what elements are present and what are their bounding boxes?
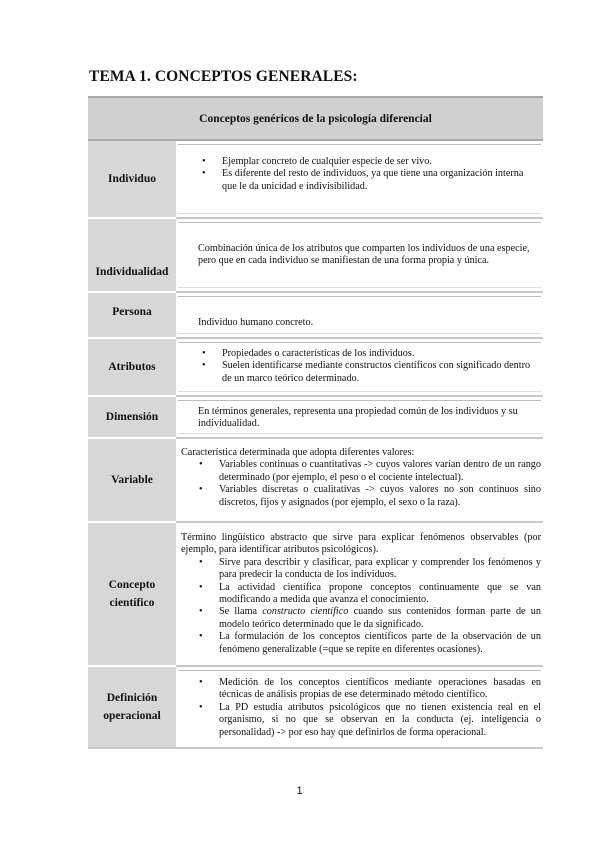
list-item: • Sirve para describir y clasificar, para explicar y comprender los fenómenos y para predecir la conducta de los individuos. — [181, 557, 541, 582]
row-label: Dimensión — [88, 397, 176, 439]
list-item: • Variables discretas o cualitativas -> cuyos valores no son continuos sino discretos, fijos y asignados (por ejemplo, el sexo o la raza). — [181, 484, 541, 509]
list-item: • Es diferente del resto de individuos, ya que tiene una organización interna que le da unicidad e indivisibilidad. — [184, 168, 539, 193]
table-row — [88, 397, 543, 439]
row-label-line: Concepto — [108, 579, 156, 591]
row-label: Individuo — [88, 141, 176, 219]
list-item-text: Se llama — [219, 606, 263, 618]
table-row — [88, 293, 543, 339]
list-item: • La PD estudia atributos psicológicos que no tienen existencia real en el organismo, si no que se observan en la conducta (ej. inteligencia o personalidad) -> por eso hay que definirlos de forma operacional. — [181, 702, 541, 739]
list-item: • La formulación de los conceptos científicos parte de la observación de un fenómeno generalizable (=que se repite en diferentes ocasiones). — [181, 631, 541, 656]
table-row — [88, 667, 543, 749]
row-content — [176, 667, 543, 749]
row-label — [88, 523, 176, 667]
list-item: • La actividad científica propone conceptos continuamente que se van modificando a medida que avanza el conocimiento. — [181, 582, 541, 607]
cell-text: En términos generales, representa una propiedad común de los individuos y su individualidad. — [198, 406, 518, 430]
list-item: • Ejemplar concreto de cualquier especie de ser vivo. — [184, 156, 539, 168]
table-row — [88, 141, 543, 219]
row-label-line: científico — [109, 597, 155, 609]
row-label-line: Definición — [106, 692, 158, 704]
row-content — [176, 439, 543, 523]
list-item: • Suelen identificarse mediante constructos científicos con significado dentro de un marco teórico determinado. — [184, 360, 539, 385]
cell-text: Individuo humano concreto. — [198, 317, 314, 328]
bullet-list — [181, 557, 541, 656]
row-content — [176, 293, 543, 339]
table-row — [88, 523, 543, 667]
bullet-list — [181, 677, 541, 739]
bullet-list — [184, 348, 539, 385]
row-label: Atributos — [88, 339, 176, 397]
table-header: Conceptos genéricos de la psicología diferencial — [88, 96, 543, 141]
row-label: Persona — [88, 293, 176, 339]
concepts-table — [88, 96, 543, 749]
table-row — [88, 219, 543, 293]
emphasis-term: constructo científico — [262, 606, 349, 618]
page-title: TEMA 1. CONCEPTOS GENERALES: — [89, 68, 358, 85]
bullet-list — [184, 156, 539, 193]
row-content — [176, 523, 543, 667]
cell-text: Combinación única de los atributos que comparten los individuos de una especie, pero que en cada individuo se manifiestan de una forma propia y única. — [198, 243, 530, 267]
row-label: Variable — [88, 439, 176, 523]
table-row — [88, 439, 543, 523]
list-item: • Medición de los conceptos científicos mediante operaciones basadas en técnicas de análisis propias de ese determinado método científico. — [181, 677, 541, 702]
row-label: Individualidad — [88, 219, 176, 293]
table-row — [88, 339, 543, 397]
row-content — [176, 397, 543, 439]
list-item — [181, 606, 541, 631]
list-item-text: cuando sus contenidos forman parte de un modelo teórico determinado que le da significado. — [219, 606, 541, 630]
row-label — [88, 667, 176, 749]
page-number: 1 — [296, 785, 303, 797]
row-content — [176, 219, 543, 293]
row-label-line: operacional — [103, 710, 161, 722]
list-item: • Variables continuas o cuantitativas -> cuyos valores varían dentro de un rango determinado (por ejemplo, el peso o el cociente intelectual). — [181, 459, 541, 484]
row-content — [176, 339, 543, 397]
cell-intro: Término lingüístico abstracto que sirve para explicar fenómenos observables (por ejemplo, para identificar atributos psicológicos). — [181, 532, 541, 556]
bullet-list — [181, 459, 541, 509]
row-content — [176, 141, 543, 219]
list-item: • Propiedades o características de los individuos. — [184, 348, 539, 360]
cell-intro: Característica determinada que adopta diferentes valores: — [181, 447, 415, 458]
